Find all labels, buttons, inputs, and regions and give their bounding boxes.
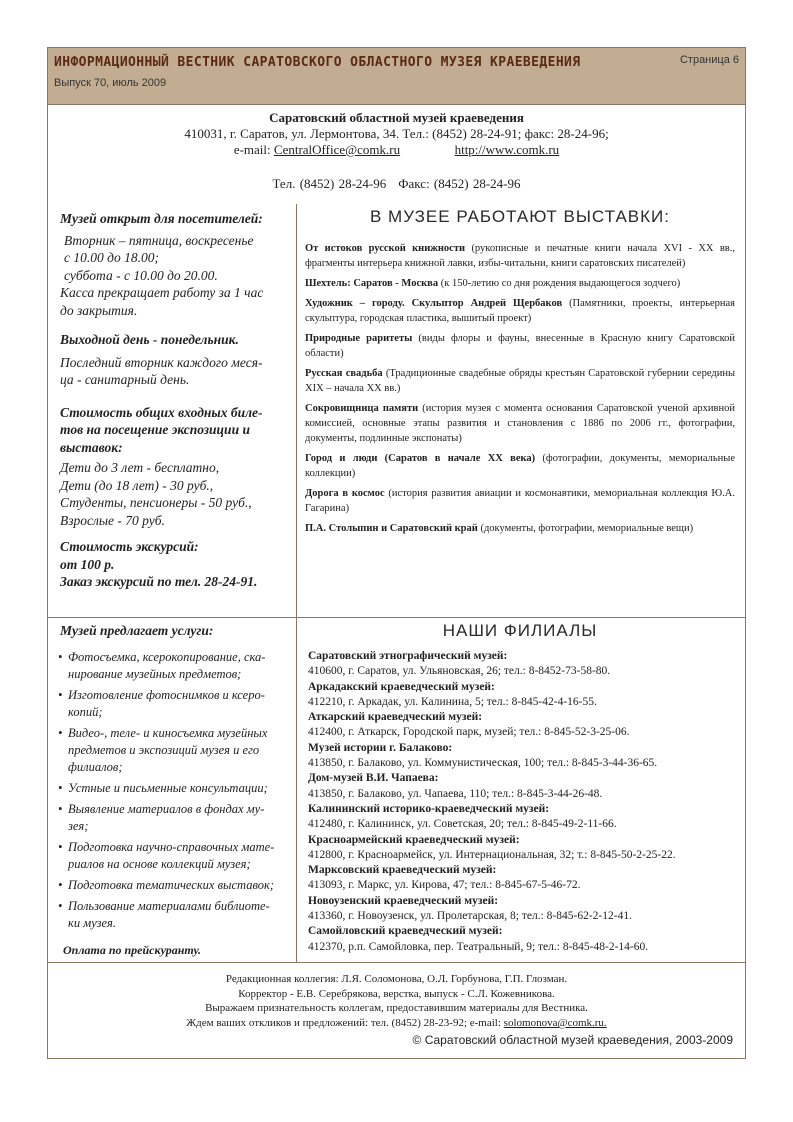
tour-title: Стоимость экскурсий: <box>60 539 199 554</box>
services-section <box>60 622 300 959</box>
exhibition-item: Дорога в космос (история развития авиации и космонавтики, мемориальная коллекция Ю.А. Гагарина) <box>305 488 736 514</box>
branches-title: НАШИ ФИЛИАЛЫ <box>442 621 598 640</box>
price-title-3: выставок: <box>60 439 123 455</box>
fax-text: Факс: (8452) 28-24-96 <box>398 176 521 191</box>
open-hours-title: Музей открыт для посетителей: <box>60 211 263 226</box>
branch-item: Аркадакский краеведческий музей: 412210, г. Аркадак, ул. Калинина, 5; тел.: 8-845-42-4-16-55. <box>308 680 597 708</box>
exhibition-item: От истоков русской книжности (рукописные и печатные книги начала XVI - XX вв., фрагменты интерьера книжной лавки, избы-читальни, книги саратовских писателей) <box>305 243 736 269</box>
exhibition-item: Сокровищница памяти (история музея с момента основания Саратовской ученой архивной комиссией, основные этапы развития и становления с 1886 по 2006 гг., фотографии, документы, подлинные экспонаты) <box>305 403 736 444</box>
branch-item: Дом-музей В.И. Чапаева: 413850, г. Балаково, ул. Чапаева, 110; тел.: 8-845-3-44-26-48. <box>308 772 603 800</box>
price-line-4: Взрослые - 70 руб. <box>60 512 165 528</box>
exhibition-item: Шехтель: Саратов - Москва (к 150-летию со дня рождения выдающегося зодчего) <box>305 278 681 289</box>
contact-block <box>47 110 746 158</box>
email-link[interactable]: CentralOffice@comk.ru <box>273 142 401 157</box>
branch-item: Красноармейский краеведческий музей: 412800, г. Красноармейск, ул. Интернациональная, 32; т.: 8-845-50-2-25-22. <box>308 833 676 861</box>
services-list <box>60 649 300 932</box>
branch-item: Марксовский краеведческий музей: 413093, г. Маркс, ул. Кирова, 47; тел.: 8-845-67-5-46-72. <box>308 864 581 892</box>
exhibitions-title: В МУЗЕЕ РАБОТАЮТ ВЫСТАВКИ: <box>370 207 670 226</box>
exhibition-item: П.А. Столыпин и Саратовский край (документы, фотографии, мемориальные вещи) <box>305 523 694 534</box>
price-line-2: Дети (до 18 лет) - 30 руб., <box>60 477 214 493</box>
cashier-line-2: до закрытия. <box>60 302 138 318</box>
branches-section <box>305 621 735 955</box>
feedback-text: Ждем ваших откликов и предложений: тел. (8452) 28-23-92; e-mail: <box>186 1017 501 1030</box>
tel-text: Тел. (8452) 28-24-96 <box>272 176 387 191</box>
exhibitions-section <box>305 207 735 541</box>
services-title: Музей предлагает услуги: <box>60 623 214 638</box>
issue-info: Выпуск 70, июль 2009 <box>54 77 167 89</box>
phone-line <box>47 176 746 192</box>
column-divider-top <box>296 204 297 617</box>
website-link[interactable]: http://www.comk.ru <box>454 142 560 157</box>
feedback-email-link[interactable]: solomonova@comk.ru. <box>503 1017 607 1030</box>
exhibition-item: Город и люди (Саратов в начале XX века) (фотографии, документы, мемориальные коллекции) <box>305 453 735 479</box>
section-divider <box>47 617 746 618</box>
museum-name: Саратовский областной музей краеведения <box>269 110 524 125</box>
branch-item: Музей истории г. Балаково: 413850, г. Балаково, ул. Коммунистическая, 100; тел.: 8-845-3-44-36-65. <box>308 741 658 770</box>
column-divider-bottom <box>296 617 297 962</box>
service-item: • Изготовление фотоснимков и ксеро- копий; <box>60 687 300 721</box>
service-item: • Пользование материалами библиоте- ки музея. <box>60 898 300 932</box>
copyright: © Саратовский областной музей краеведения, 2003-2009 <box>412 1033 733 1047</box>
visiting-info <box>60 210 296 591</box>
exhibition-item: Русская свадьба (Традиционные свадебные обряды крестьян Саратовской губернии середины XIX – начала XX вв.) <box>305 368 736 394</box>
branch-item: Аткарский краеведческий музей: 412400, г. Аткарск, Городской парк, музей; тел.: 8-845-52-3-25-06. <box>308 711 630 739</box>
service-item: • Видео-, теле- и киносъемка музейных предметов и экспозиций музея и его филиалов; <box>60 725 300 776</box>
branches-list <box>305 649 735 955</box>
price-line-3: Студенты, пенсионеры - 50 руб., <box>60 495 252 510</box>
branch-item: Калининский историко-краеведческий музей: 412480, г. Калининск, ул. Советская, 20; тел.: 8-845-49-2-11-66. <box>308 802 617 831</box>
email-label: e-mail: <box>233 142 271 157</box>
service-item: • Подготовка научно-справочных мате- риалов на основе коллекций музея; <box>60 839 300 873</box>
service-item: • Подготовка тематических выставок; <box>60 877 300 894</box>
hours-line-1: Вторник – пятница, воскресенье <box>64 232 254 248</box>
museum-address: 410031, г. Саратов, ул. Лермонтова, 34. Тел.: (8452) 28-24-91; факс: 28-24-96; <box>184 126 609 141</box>
tour-order: Заказ экскурсий по тел. 28-24-91. <box>60 574 258 589</box>
price-line-1: Дети до 3 лет - бесплатно, <box>60 460 220 475</box>
hours-line-3: суббота - с 10.00 до 20.00. <box>64 267 218 283</box>
branch-item: Самойловский краеведческий музей: 412370, р.п. Самойловка, пер. Театральный, 9; тел.: 8-845-48-2-14-60. <box>308 925 649 953</box>
exhibitions-list <box>305 241 735 536</box>
tour-price: от 100 р. <box>60 556 115 572</box>
exhibition-item: Природные раритеты (виды флоры и фауны, внесенные в Красную книгу Саратовской области) <box>305 333 736 359</box>
exhibition-item: Художник – городу. Скульптор Андрей Щербаков (Памятники, проекты, интерьерная скульптура, городская пластика, вышитый проект) <box>305 298 736 324</box>
newsletter-header <box>47 47 746 105</box>
payment-note: Оплата по прейскуранту. <box>63 942 202 957</box>
gratitude: Выражаем признательность коллегам, предоставившим материалы для Вестника. <box>205 1002 588 1015</box>
page-number: Страница 6 <box>679 54 739 66</box>
editorial-board: Редакционная коллегия: Л.Я. Соломонова, О.Л. Горбунова, Г.П. Глозман. <box>225 973 568 985</box>
hours-line-2: с 10.00 до 18.00; <box>64 250 159 265</box>
newsletter-title: ИНФОРМАЦИОННЫЙ ВЕСТНИК САРАТОВСКОГО ОБЛАСТНОГО МУЗЕЯ КРАЕВЕДЕНИЯ <box>54 55 581 70</box>
day-off: Выходной день - понедельник. <box>60 332 239 347</box>
editorial-footer <box>47 972 746 1031</box>
service-item: • Устные и письменные консультации; <box>60 780 300 797</box>
price-title-2: тов на посещение экспозиции и <box>60 422 250 437</box>
price-title-1: Стоимость общих входных биле- <box>60 404 263 420</box>
proofreader: Корректор - Е.В. Серебрякова, верстка, выпуск - С.Л. Кожевникова. <box>238 987 555 1000</box>
footer-divider <box>47 962 746 963</box>
sanitary-line-2: ца - санитарный день. <box>60 372 190 387</box>
branch-item: Саратовский этнографический музей: 410600, г. Саратов, ул. Ульяновская, 26; тел.: 8-8452-73-58-80. <box>308 650 611 678</box>
service-item: • Выявление материалов в фондах му- зея; <box>60 801 300 835</box>
sanitary-line-1: Последний вторник каждого меся- <box>60 354 263 370</box>
service-item: • Фотосъемка, ксерокопирование, ска- нирование музейных предметов; <box>60 649 300 683</box>
branch-item: Новоузенский краеведческий музей: 413360, г. Новоузенск, ул. Пролетарская, 8; тел.: 8-845-62-2-12-41. <box>308 894 632 923</box>
cashier-line-1: Касса прекращает работу за 1 час <box>60 285 264 300</box>
